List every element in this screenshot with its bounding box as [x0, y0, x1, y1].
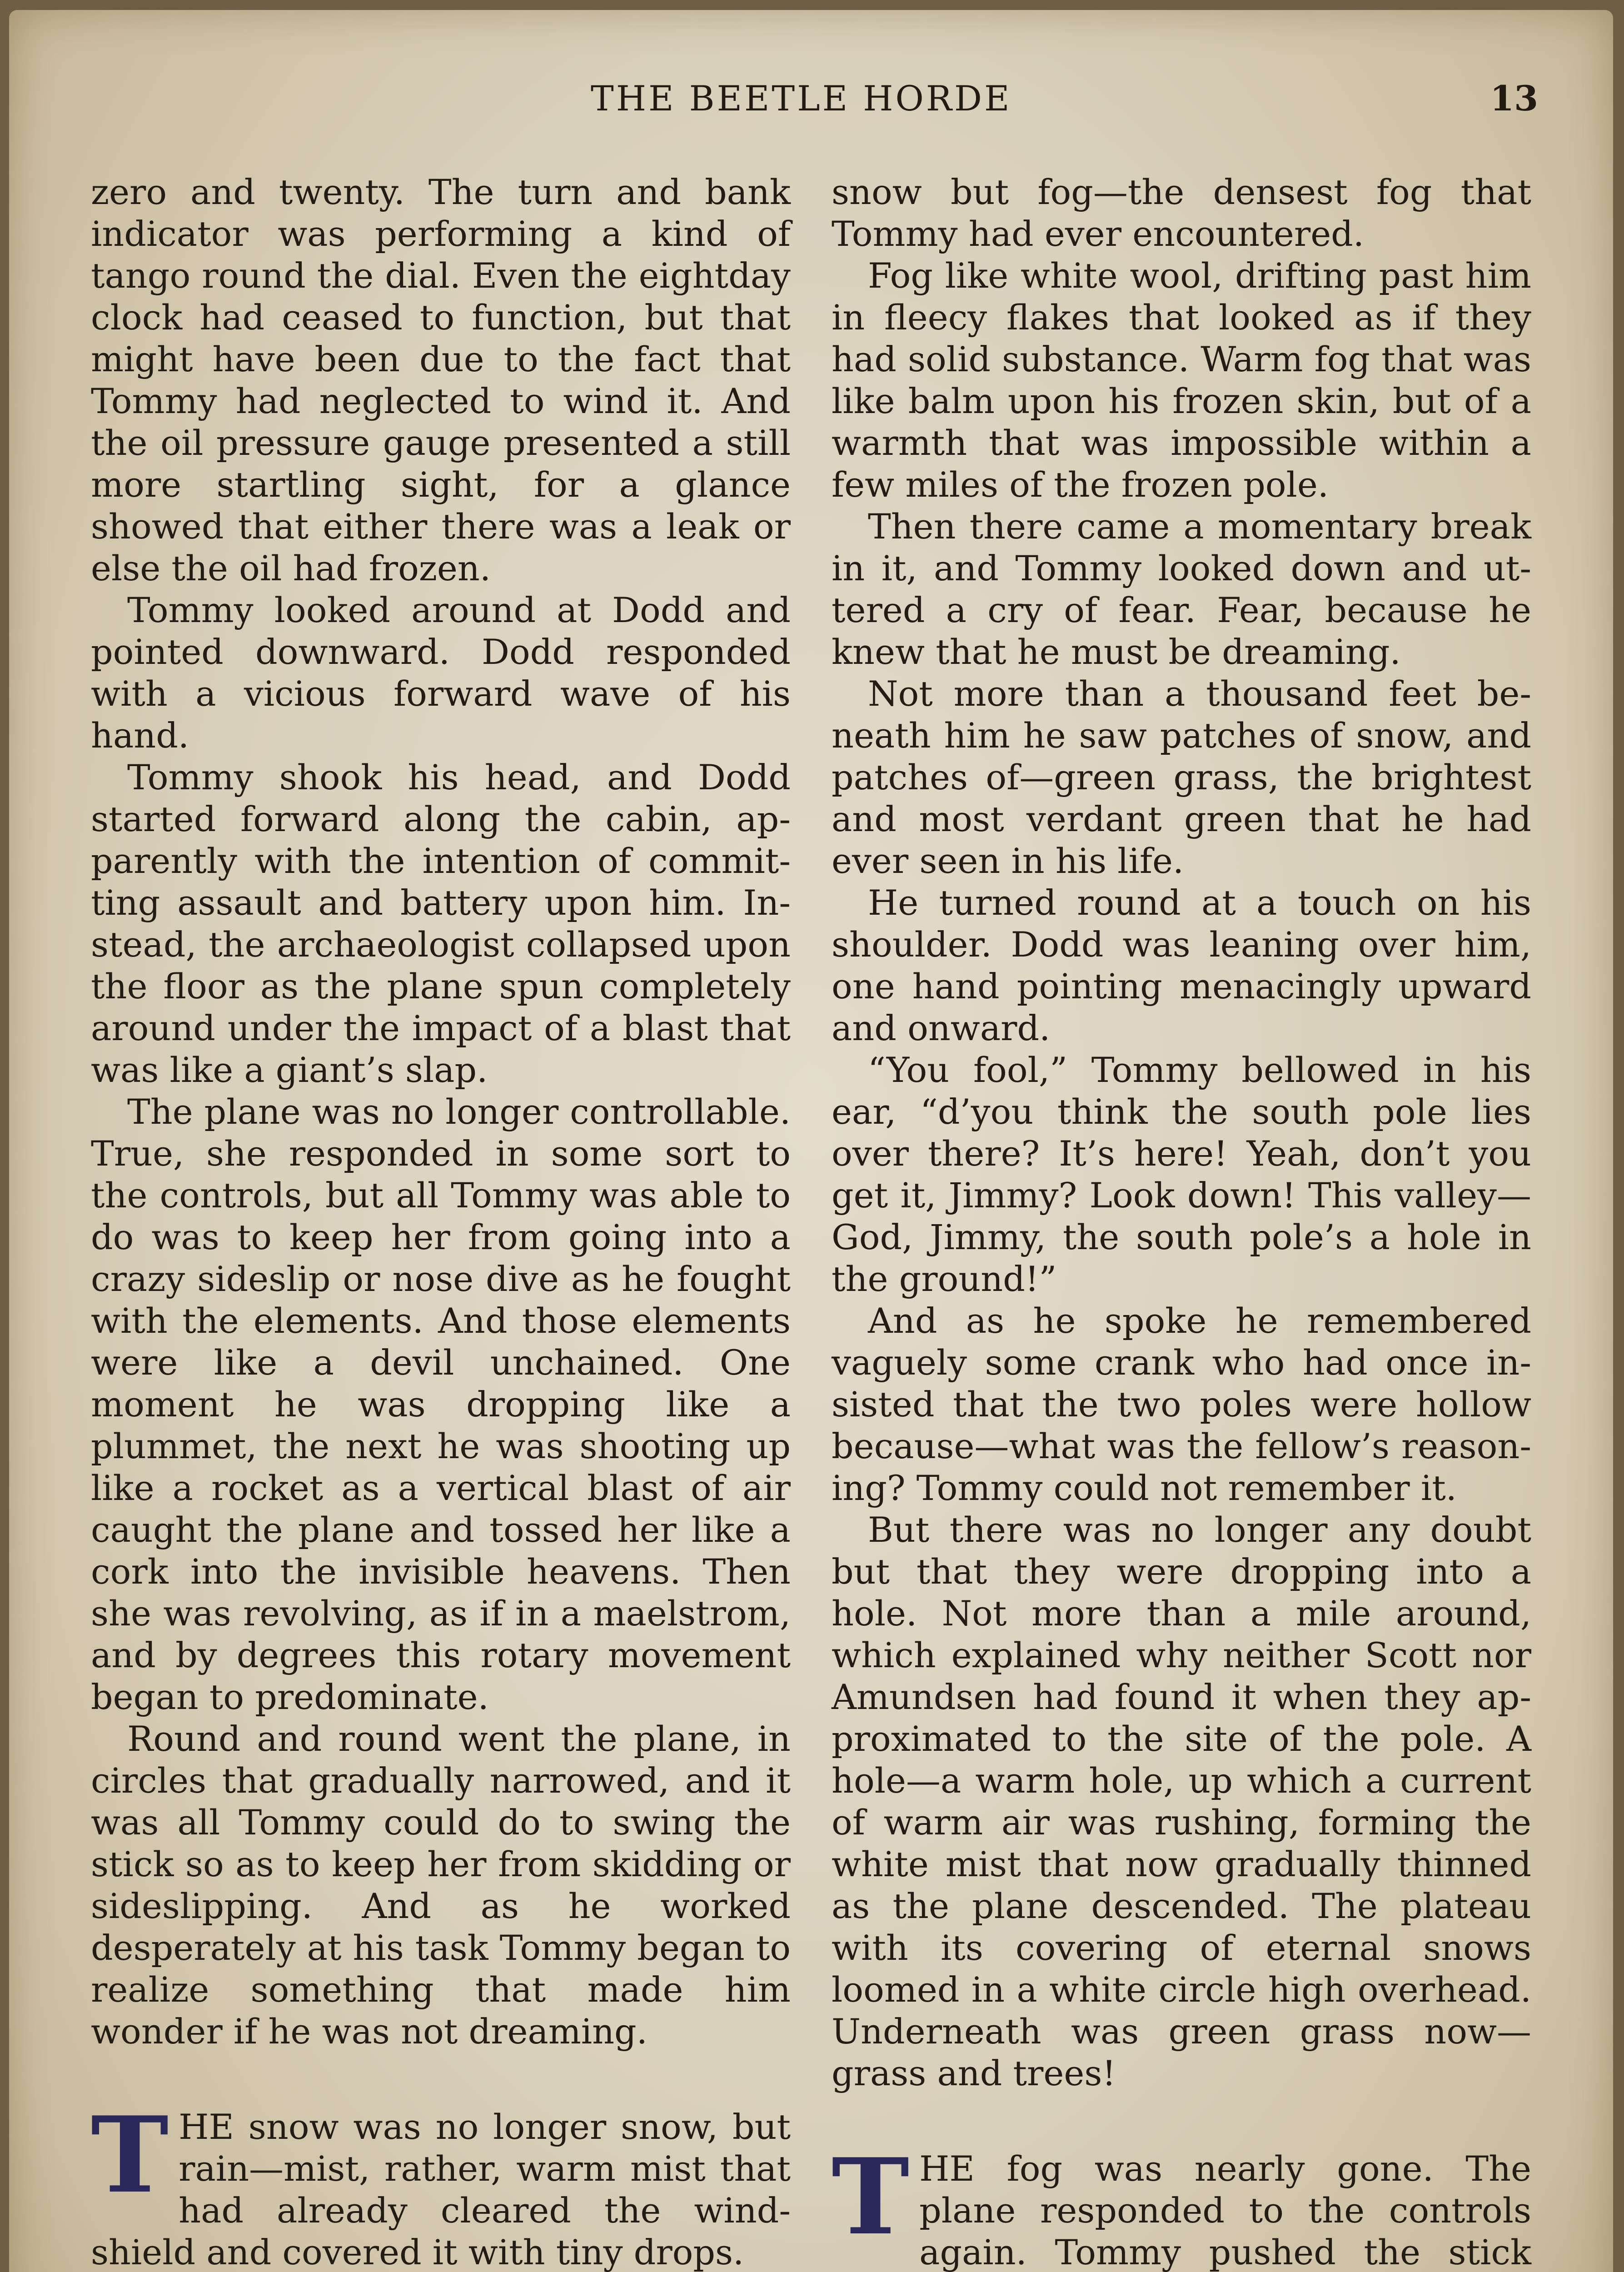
page-header	[9, 78, 1613, 124]
section-opening-paragraph	[832, 2136, 1531, 2272]
paragraph: zero and twenty. The turn and bank indicator was performing a kind of tango round the dial. Even the eightday clock had ceased to function, but that might have been due to the fact that Tommy had neglected to wind it. And the oil pressure gauge presented a still more startling sight, for a glance showed that either there was a leak or else the oil had frozen.	[91, 172, 791, 588]
left-column	[91, 171, 791, 2272]
paragraph: But there was no longer any doubt but that they were dropping into a hole. Not more than a mile around, which explained why neither Scott nor Amundsen had found it when they approximated to the site of the pole. A hole—a warm hole, up which a current of warm air was rushing, forming the white mist that now gradually thinned as the plane descended. The plateau with its covering of eternal snows loomed in a white circle high overhead. Underneath was green grass now—grass and trees!	[832, 1510, 1531, 2093]
right-column	[832, 171, 1531, 2272]
paragraph: snow but fog—the densest fog that Tommy had ever encountered.	[832, 172, 1531, 254]
paragraph: Round and round went the plane, in circles that gradually narrowed, and it was all Tommy could do to swing the stick so as to keep her from skidding or sideslipping. And as he worked desperately at his task Tommy began to realize something that made him wonder if he was not dreaming.	[91, 1719, 791, 2052]
section-opening-text: HE snow was no longer snow, but rain—mist, rather, warm mist that had already cleared the windshield and covered it with tiny drops.	[91, 2107, 791, 2272]
section-opening-text: HE fog was nearly gone. The plane responded to the controls again. Tommy pushed the stick	[919, 2148, 1531, 2272]
paragraph: Fog like white wool, drifting past him in fleecy flakes that looked as if they had solid substance. Warm fog that was like balm upon his frozen skin, but of a warmth that was impossible within a few miles of the frozen pole.	[832, 255, 1531, 505]
paragraph: Not more than a thousand feet beneath him he saw patches of snow, and patches of—green grass, the brightest and most verdant green that he had ever seen in his life.	[832, 673, 1531, 881]
paragraph: Tommy shook his head, and Dodd started forward along the cabin, apparently with the intention of committing assault and battery upon him. Instead, the archaeologist collapsed upon the floor as the plane spun completely around under the impact of a blast that was like a giant’s slap.	[91, 757, 791, 1090]
paragraph: The plane was no longer controllable. True, she responded in some sort to the controls, but all Tommy was able to do was to keep her from going into a crazy sideslip or nose dive as he fought with the elements. And those elements were like a devil unchained. One moment he was dropping like a plummet, the next he was shooting up like a rocket as a vertical blast of air caught the plane and tossed her like a cork into the invisible heavens. Then she was revolving, as if in a maelstrom, and by degrees this rotary movement began to predominate.	[91, 1091, 791, 1717]
paragraph: Then there came a momentary break in it, and Tommy looked down and uttered a cry of fear. Fear, because he knew that he must be dreaming.	[832, 506, 1531, 672]
paragraph: And as he spoke he remembered vaguely some crank who had once insisted that the two poles were hollow because—what was the fellow’s reasoning? Tommy could not remember it.	[832, 1300, 1531, 1508]
section-opening-paragraph	[91, 2094, 791, 2272]
paragraph: “You fool,” Tommy bellowed in his ear, “d’you think the south pole lies over there? It’s here! Yeah, don’t you get it, Jimmy? Look down! This valley— God, Jimmy, the south pole’s a hole in the ground!”	[832, 1050, 1531, 1299]
running-title: THE BEETLE HORDE	[591, 78, 1012, 119]
book-page	[9, 10, 1613, 2272]
paragraph: Tommy looked around at Dodd and pointed downward. Dodd responded with a vicious forward wave of his hand.	[91, 590, 791, 756]
paragraph: He turned round at a touch on his shoulder. Dodd was leaning over him, one hand pointing menacingly upward and onward.	[832, 882, 1531, 1048]
drop-cap: T	[91, 2094, 169, 2217]
page-number: 13	[1490, 78, 1538, 119]
drop-cap: T	[832, 2136, 910, 2258]
